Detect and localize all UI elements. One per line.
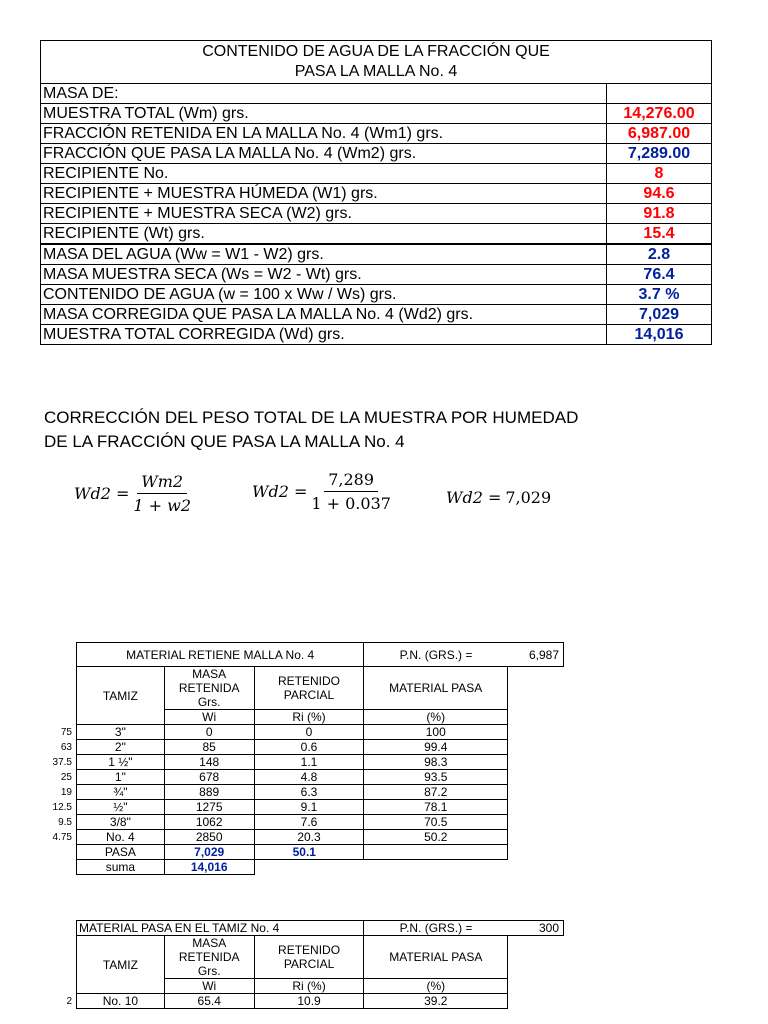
cell-ri: 6.3 <box>254 785 364 800</box>
table-row <box>41 184 712 204</box>
table-row <box>77 830 564 845</box>
table-row <box>41 164 712 184</box>
cell-pasa: 70.5 <box>364 815 508 830</box>
pn-value: 300 <box>508 921 564 936</box>
pn-value: 6,987 <box>508 643 564 667</box>
row-label: MASA DEL AGUA (Ww = W1 - W2) grs. <box>41 244 607 265</box>
cell-ri: 1.1 <box>254 755 364 770</box>
table-row <box>77 785 564 800</box>
formula-general: Wd2 = $\frac{Wm2}{1 + w2}$ <box>74 472 191 515</box>
sieve-mm-label: 4.75 <box>52 831 72 843</box>
cell-pasa: 50.2 <box>364 830 508 845</box>
row-value: 91.8 <box>607 204 712 224</box>
row-value: 94.6 <box>607 184 712 204</box>
cell-tamiz: 2" <box>77 740 165 755</box>
row-value <box>607 84 712 104</box>
pn-label: P.N. (GRS.) = <box>364 921 508 936</box>
sieve-mm-label: 37.5 <box>52 756 72 768</box>
cell-wi: 85 <box>164 740 254 755</box>
table-row <box>41 84 712 104</box>
cell-wi: 1275 <box>164 800 254 815</box>
row-value: 7,029 <box>607 305 712 325</box>
col-retenido: RETENIDO PARCIAL <box>254 936 364 979</box>
sieve-mm-label: 63 <box>60 741 72 753</box>
table-row <box>77 770 564 785</box>
retained-sieve-table: MATERIAL RETIENE MALLA No. 4 P.N. (GRS.) = 6,987 TAMIZ MASA RETENIDA Grs. RETENIDO PARCIAL MATERIAL PASA Wi Ri (%) (%) 3" 0 0 100 2" 85 0.6 99.4 1 ½" 148 1.1 98.3 1" 678 4.8 93.5 ¾" 889 6.3 87.2 ½" 1275 9.1 78.1 3/8" 1062 7.6 70.5 No. 4 2850 20.3 50.2 PASA 7,029 50.1 suma 14,016 <box>76 642 564 875</box>
moisture-content-table <box>40 40 712 345</box>
cell-tamiz: ¾" <box>77 785 165 800</box>
pn-label: P.N. (GRS.) = <box>364 643 508 667</box>
row-value: 7,289.00 <box>607 144 712 164</box>
row-value: 14,016 <box>607 325 712 345</box>
formula-substituted: Wd2 = $\frac{7,289}{1 + 0.037}$ <box>252 470 391 513</box>
cell-ri: 9.1 <box>254 800 364 815</box>
table-row <box>41 325 712 345</box>
table-row <box>77 740 564 755</box>
cell-pasa: 87.2 <box>364 785 508 800</box>
cell-tamiz: No. 10 <box>77 994 165 1009</box>
row-label: RECIPIENTE (Wt) grs. <box>41 224 607 245</box>
pasa-ri: 50.1 <box>254 845 364 860</box>
row-value: 8 <box>607 164 712 184</box>
table-row <box>77 994 564 1009</box>
row-value: 76.4 <box>607 265 712 285</box>
table-row <box>41 204 712 224</box>
row-value: 15.4 <box>607 224 712 245</box>
sieve-mm-label: 12.5 <box>52 801 72 813</box>
cell-tamiz: 3" <box>77 725 165 740</box>
sieve-mm-label: 19 <box>60 786 72 798</box>
table-row <box>41 305 712 325</box>
table-row <box>41 144 712 164</box>
cell-ri: 0 <box>254 725 364 740</box>
row-label: MASA CORREGIDA QUE PASA LA MALLA No. 4 (Wd2) grs. <box>41 305 607 325</box>
table-row <box>77 800 564 815</box>
row-label: RECIPIENTE + MUESTRA HÚMEDA (W1) grs. <box>41 184 607 204</box>
sieve-mm-label: 75 <box>60 726 72 738</box>
cell-wi: 65.4 <box>164 994 254 1009</box>
col-retenido: RETENIDO PARCIAL <box>254 667 364 710</box>
table-row <box>77 815 564 830</box>
suma-wi: 14,016 <box>164 860 254 875</box>
table-row <box>77 755 564 770</box>
row-label: FRACCIÓN RETENIDA EN LA MALLA No. 4 (Wm1) grs. <box>41 124 607 144</box>
cell-wi: 148 <box>164 755 254 770</box>
row-label: MUESTRA TOTAL (Wm) grs. <box>41 104 607 124</box>
row-label: MASA DE: <box>41 84 607 104</box>
table-row <box>77 725 564 740</box>
table-row <box>41 244 712 265</box>
sieve-mm-label: 9.5 <box>58 816 72 828</box>
table-row <box>41 285 712 305</box>
cell-tamiz: No. 4 <box>77 830 165 845</box>
cell-tamiz: 1 ½" <box>77 755 165 770</box>
row-label: RECIPIENTE No. <box>41 164 607 184</box>
col-masa: MASA RETENIDA Grs. <box>164 667 254 710</box>
row-label: FRACCIÓN QUE PASA LA MALLA No. 4 (Wm2) grs. <box>41 144 607 164</box>
cell-pasa: 99.4 <box>364 740 508 755</box>
cell-wi: 678 <box>164 770 254 785</box>
sieve-mm-label: 2 <box>66 995 72 1007</box>
row-value: 6,987.00 <box>607 124 712 144</box>
cell-ri: 0.6 <box>254 740 364 755</box>
sieve-mm-label: 25 <box>60 771 72 783</box>
row-label: MUESTRA TOTAL CORREGIDA (Wd) grs. <box>41 325 607 345</box>
cell-pasa: 39.2 <box>364 994 508 1009</box>
cell-pasa: 78.1 <box>364 800 508 815</box>
cell-tamiz: 1" <box>77 770 165 785</box>
passing-sieve-table: MATERIAL PASA EN EL TAMIZ No. 4 P.N. (GRS.) = 300 TAMIZ MASA RETENIDA Grs. RETENIDO PARCIAL MATERIAL PASA Wi Ri (%) (%) No. 10 65.4 10.9 39.2 <box>76 920 564 1009</box>
table-row <box>41 104 712 124</box>
cell-wi: 1062 <box>164 815 254 830</box>
row-label: CONTENIDO DE AGUA (w = 100 x Ww / Ws) grs. <box>41 285 607 305</box>
pasa-wi: 7,029 <box>164 845 254 860</box>
row-value: 14,276.00 <box>607 104 712 124</box>
row-value: 2.8 <box>607 244 712 265</box>
cell-tamiz: ½" <box>77 800 165 815</box>
correction-heading: CORRECCIÓN DEL PESO TOTAL DE LA MUESTRA POR HUMEDAD DE LA FRACCIÓN QUE PASA LA MALLA No. 4 <box>44 408 579 451</box>
row-label: RECIPIENTE + MUESTRA SECA (W2) grs. <box>41 204 607 224</box>
table-row <box>41 124 712 144</box>
cell-ri: 20.3 <box>254 830 364 845</box>
table-title: CONTENIDO DE AGUA DE LA FRACCIÓN QUE PASA LA MALLA No. 4 <box>41 41 712 84</box>
cell-pasa: 100 <box>364 725 508 740</box>
table-row <box>41 224 712 245</box>
retained-header: MATERIAL RETIENE MALLA No. 4 <box>77 643 364 667</box>
cell-wi: 889 <box>164 785 254 800</box>
cell-pasa: 98.3 <box>364 755 508 770</box>
formula-result: Wd2 = 7,029 <box>446 488 552 507</box>
col-pasa: MATERIAL PASA <box>364 667 508 710</box>
passing-header: MATERIAL PASA EN EL TAMIZ No. 4 <box>77 921 364 936</box>
cell-ri: 7.6 <box>254 815 364 830</box>
cell-ri: 10.9 <box>254 994 364 1009</box>
col-tamiz: TAMIZ <box>77 936 165 994</box>
row-value: 3.7 % <box>607 285 712 305</box>
cell-tamiz: 3/8" <box>77 815 165 830</box>
row-label: MASA MUESTRA SECA (Ws = W2 - Wt) grs. <box>41 265 607 285</box>
col-masa: MASA RETENIDA Grs. <box>164 936 254 979</box>
cell-wi: 0 <box>164 725 254 740</box>
cell-pasa: 93.5 <box>364 770 508 785</box>
cell-wi: 2850 <box>164 830 254 845</box>
table-row <box>41 265 712 285</box>
col-pasa: MATERIAL PASA <box>364 936 508 979</box>
col-tamiz: TAMIZ <box>77 667 165 725</box>
cell-ri: 4.8 <box>254 770 364 785</box>
